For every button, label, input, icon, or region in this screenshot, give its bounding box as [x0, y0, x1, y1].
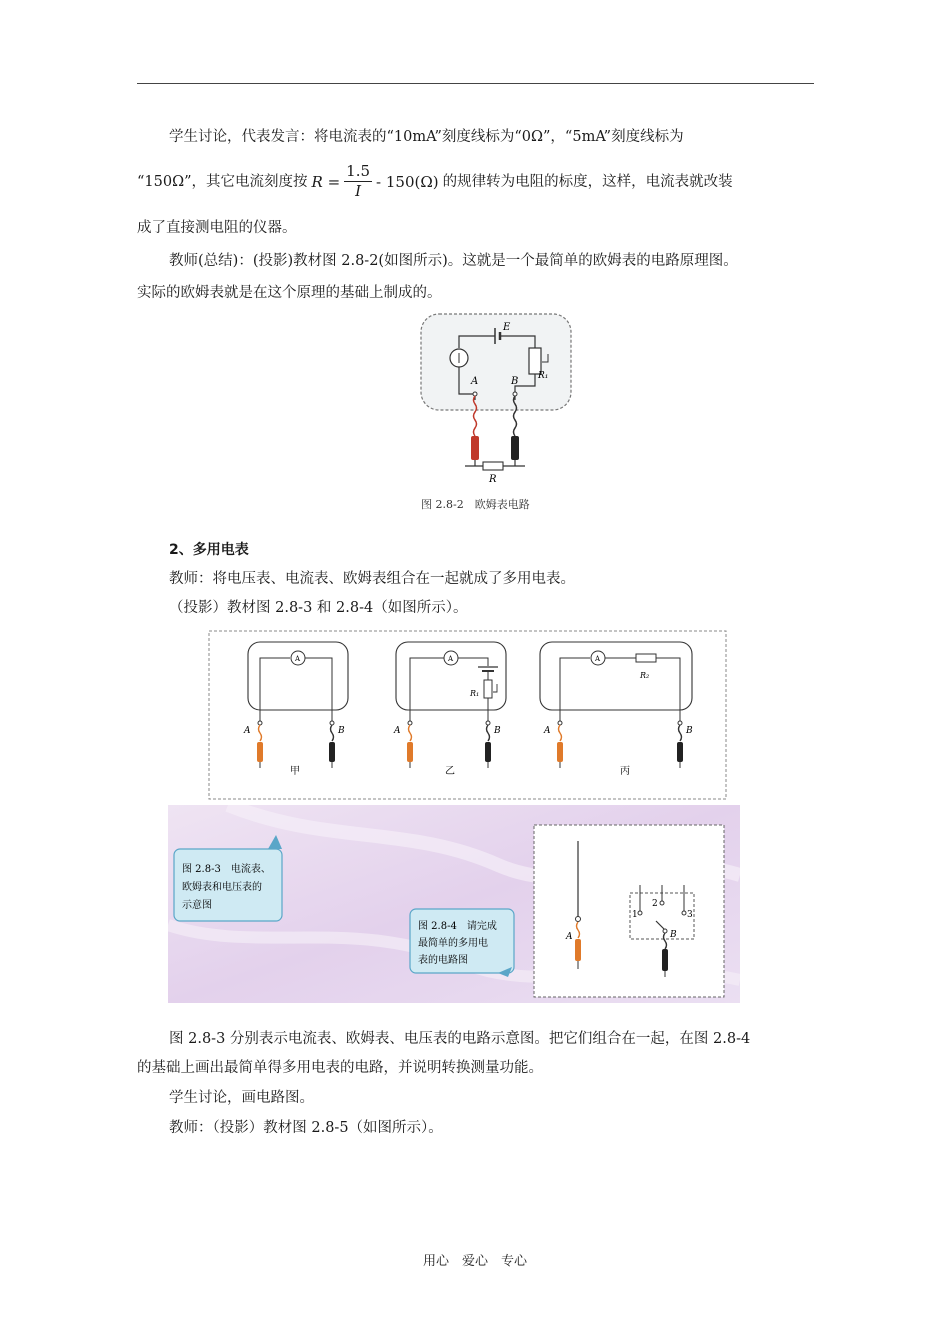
label-A: A [544, 726, 551, 736]
figure-caption: 图 2.8-2 欧姆表电路 [421, 498, 530, 511]
panel-name: 丙 [620, 766, 630, 777]
meters-figure [208, 630, 728, 802]
paragraph-line: 学生讨论，画电路图。 [169, 1090, 314, 1106]
section-heading: 2、多用电表 [169, 542, 249, 558]
paragraph-line: 教师：（投影）教材图 2.8-5（如图所示）。 [169, 1120, 443, 1136]
label-B: B [686, 726, 693, 736]
paragraph-line: 的基础上画出最简单得多用电表的电路，并说明转换测量功能。 [137, 1060, 543, 1076]
page-footer: 用心 爱心 专心 [422, 1254, 527, 1269]
formula-paragraph-line [137, 162, 817, 201]
multimeter-diagram [534, 825, 724, 997]
paragraph-line: 图 2.8-3 分别表示电流表、欧姆表、电压表的电路示意图。把它们组合在一起，在图 2.8-4 [169, 1031, 751, 1047]
label-A: A [244, 726, 251, 736]
paragraph-line: 教师(总结)：(投影)教材图 2.8-2(如图所示)。这就是一个最简单的欧姆表的电路原理图。 [169, 253, 738, 269]
label-R: R [489, 474, 497, 485]
probe-red [471, 436, 479, 460]
label-R2: R₂ [640, 671, 650, 680]
switch-label: 3 [687, 910, 693, 920]
label-B: B [670, 930, 677, 940]
callout-line: 图 2.8-3 电流表、 [182, 864, 271, 875]
formula-denominator: I [355, 182, 362, 200]
formula-numerator: 1.5 [346, 162, 371, 180]
label-R1: R₁ [470, 689, 480, 698]
label-A: A [566, 932, 573, 942]
terminal-B [513, 392, 517, 396]
paragraph-line: 成了直接测电阻的仪器。 [137, 220, 297, 236]
ammeter-symbol: A [595, 655, 601, 663]
label-A: A [394, 726, 401, 736]
callout-line: 最简单的多用电 [418, 938, 488, 949]
resistor-R [483, 462, 503, 470]
ohmmeter-figure [415, 310, 575, 520]
multimeter-figure [168, 805, 740, 1005]
label-A: A [471, 376, 479, 387]
label-B: B [338, 726, 345, 736]
callout-line: 表的电路图 [418, 955, 468, 966]
callout-line: 欧姆表和电压表的 [182, 882, 262, 893]
callout-line: 图 2.8-4 请完成 [418, 921, 497, 932]
label-E: E [503, 322, 511, 333]
formula-lhs: R = [311, 172, 341, 191]
switch-label: 1 [632, 910, 638, 920]
header-rule [137, 83, 814, 84]
panel-name: 甲 [290, 766, 300, 777]
formula-fraction [344, 162, 372, 201]
paragraph-text: 的规律转为电阻的标度，这样，电流表就改装 [442, 173, 733, 190]
ammeter-symbol: A [448, 655, 454, 663]
callout-line: 示意图 [182, 900, 212, 911]
paragraph-line: 学生讨论，代表发言：将电流表的“10mA”刻度线标为“0Ω”，“5mA”刻度线标为 [169, 129, 684, 145]
label-R1: R₁ [538, 371, 549, 381]
paragraph-text: “150Ω”，其它电流刻度按 [137, 173, 308, 190]
terminal-A [473, 392, 477, 396]
label-B: B [494, 726, 501, 736]
paragraph-line: 教师：将电压表、电流表、欧姆表组合在一起就成了多用电表。 [169, 571, 575, 587]
label-B: B [511, 376, 519, 387]
formula-rhs: - 150(Ω) [376, 172, 439, 191]
panel-name: 乙 [445, 766, 455, 777]
paragraph-line: （投影）教材图 2.8-3 和 2.8-4（如图所示）。 [169, 600, 468, 616]
switch-label: 2 [652, 899, 658, 909]
probe-black [511, 436, 519, 460]
callout-fig-2-8-4 [410, 909, 514, 977]
ammeter-symbol: A [295, 655, 301, 663]
paragraph-line: 实际的欧姆表就是在这个原理的基础上制成的。 [137, 285, 442, 301]
